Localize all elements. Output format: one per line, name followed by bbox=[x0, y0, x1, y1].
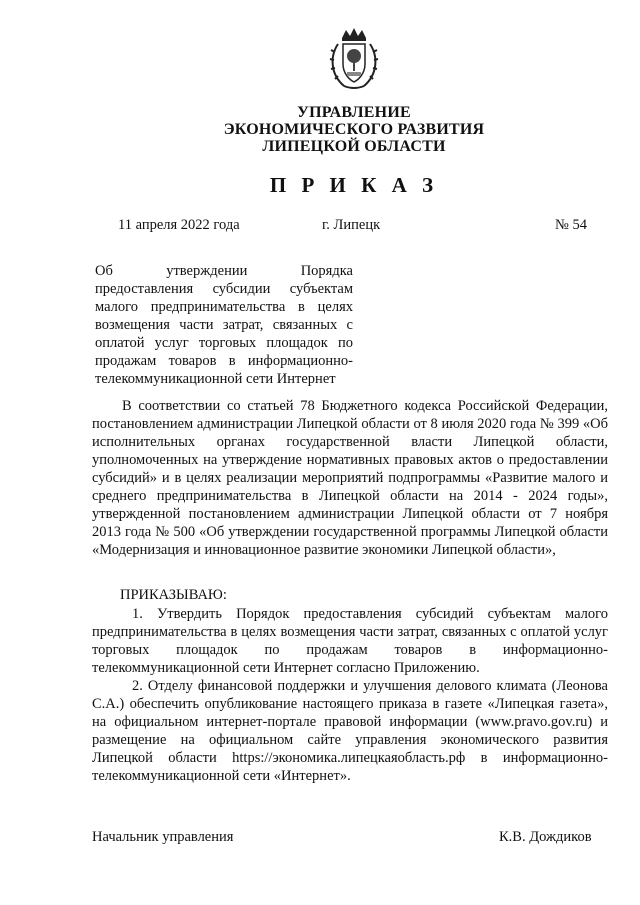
document-title: П Р И К А З bbox=[269, 173, 439, 197]
signatory-name: К.В. Дождиков bbox=[499, 829, 592, 845]
order-item-1: 1. Утвердить Порядок предоставления субсидий субъектам малого предпринимательства в целях возмещения части затрат, связанных с оплатой услуг торговых площадок по продажам товаров в информационно-телекоммуникационной сети Интернет согласно Приложению. bbox=[92, 606, 608, 676]
decree-heading: ПРИКАЗЫВАЮ: bbox=[120, 587, 227, 603]
org-line-1: УПРАВЛЕНИЕ bbox=[297, 104, 411, 121]
org-line-3: ЛИПЕЦКОЙ ОБЛАСТИ bbox=[262, 138, 446, 155]
signatory-position: Начальник управления bbox=[92, 829, 234, 845]
document-number: № 54 bbox=[555, 217, 587, 233]
coat-of-arms-icon bbox=[328, 26, 380, 90]
document-subject: Об утверждении Порядка предоставления субсидии субъектам малого предпринимательства в целях возмещения части затрат, связанных с оплатой услуг торговых площадок по продажам товаров в информационно-телекоммуникационной сети Интернет bbox=[95, 263, 353, 387]
order-item-2: 2. Отделу финансовой поддержки и улучшения делового климата (Леонова С.А.) обеспечить опубликование настоящего приказа в газете «Липецкая газета», на официальном интернет-портале правовой информации (www.pravo.gov.ru) и размещение на официальном сайте управления экономического развития Липецкой области https://экономика.липецкаяобласть.рф в информационно-телекоммуникационной сети «Интернет». bbox=[92, 678, 608, 784]
preamble-paragraph: В соответствии со статьей 78 Бюджетного кодекса Российской Федерации, постановлением администрации Липецкой области от 8 июля 2020 года № 399 «Об исполнительных органах государственной власти Липецкой области, уполномоченных на утверждение нормативных правовых актов о предоставлении субсидий» и в целях реализации мероприятий подпрограммы «Развитие малого и среднего предпринимательства в Липецкой области на 2014 - 2024 годы», утвержденной постановлением администрации Липецкой области от 7 ноября 2013 года № 500 «Об утверждении государственной программы Липецкой области «Модернизация и инновационное развитие экономики Липецкой области», bbox=[92, 398, 608, 558]
document-date: 11 апреля 2022 года bbox=[118, 217, 240, 233]
document-city: г. Липецк bbox=[322, 217, 381, 233]
org-line-2: ЭКОНОМИЧЕСКОГО РАЗВИТИЯ bbox=[223, 121, 485, 138]
organization-name bbox=[0, 104, 640, 155]
